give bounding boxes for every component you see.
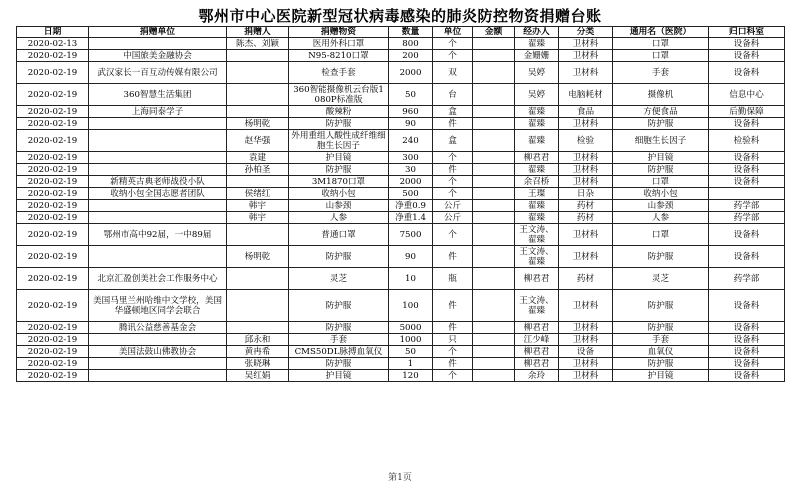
cell-generic-name: 口罩 — [613, 50, 709, 62]
table-row — [17, 334, 785, 346]
cell-item: 防护服 — [289, 358, 389, 370]
table-row — [17, 188, 785, 200]
cell-category: 卫材科 — [559, 370, 613, 382]
cell-date: 2020-02-19 — [17, 346, 89, 358]
cell-unit: 件 — [433, 118, 473, 130]
cell-item: 防护服 — [289, 118, 389, 130]
cell-generic-name: 手套 — [613, 334, 709, 346]
cell-department — [709, 188, 785, 200]
cell-date: 2020-02-19 — [17, 152, 89, 164]
cell-handler: 翟臻 — [515, 212, 559, 224]
cell-quantity: 2000 — [389, 62, 433, 84]
cell-generic-name: 口罩 — [613, 176, 709, 188]
cell-amount — [473, 176, 515, 188]
cell-item: 360智能摄像机云台版1080P标准版 — [289, 84, 389, 106]
cell-handler: 柳君君 — [515, 346, 559, 358]
cell-item: 手套 — [289, 334, 389, 346]
cell-amount — [473, 290, 515, 322]
cell-donor-person: 杨明乾 — [227, 246, 289, 268]
cell-category: 卫材科 — [559, 322, 613, 334]
cell-department: 药学部 — [709, 212, 785, 224]
cell-donor-person: 张晓琳 — [227, 358, 289, 370]
table-row — [17, 62, 785, 84]
cell-quantity: 90 — [389, 118, 433, 130]
cell-quantity: 50 — [389, 84, 433, 106]
cell-department: 设备科 — [709, 50, 785, 62]
cell-amount — [473, 246, 515, 268]
cell-generic-name: 护目镜 — [613, 152, 709, 164]
cell-donor-person — [227, 268, 289, 290]
cell-unit: 台 — [433, 84, 473, 106]
cell-item: 酸辣粉 — [289, 106, 389, 118]
cell-donor-org: 新精英古典老师战役小队 — [89, 176, 227, 188]
cell-quantity: 1 — [389, 358, 433, 370]
cell-donor-org — [89, 334, 227, 346]
cell-quantity: 90 — [389, 246, 433, 268]
cell-donor-person: 黄冉希 — [227, 346, 289, 358]
cell-department: 信息中心 — [709, 84, 785, 106]
cell-donor-org — [89, 118, 227, 130]
cell-category: 设备 — [559, 346, 613, 358]
cell-unit: 个 — [433, 224, 473, 246]
cell-quantity: 960 — [389, 106, 433, 118]
cell-amount — [473, 268, 515, 290]
cell-date: 2020-02-19 — [17, 200, 89, 212]
cell-amount — [473, 84, 515, 106]
cell-generic-name: 防护服 — [613, 246, 709, 268]
cell-unit: 公斤 — [433, 200, 473, 212]
cell-generic-name: 方便食品 — [613, 106, 709, 118]
cell-donor-person: 韩宇 — [227, 212, 289, 224]
table-row — [17, 224, 785, 246]
table-row — [17, 322, 785, 334]
column-header-generic-name: 通用名（医院） — [613, 27, 709, 38]
cell-donor-person — [227, 62, 289, 84]
cell-department: 设备科 — [709, 224, 785, 246]
cell-department: 设备科 — [709, 38, 785, 50]
cell-category: 药材 — [559, 212, 613, 224]
cell-donor-org — [89, 38, 227, 50]
cell-department: 设备科 — [709, 164, 785, 176]
cell-generic-name: 手套 — [613, 62, 709, 84]
cell-donor-person: 吴红娟 — [227, 370, 289, 382]
column-header-amount: 金额 — [473, 27, 515, 38]
cell-donor-org — [89, 370, 227, 382]
cell-category: 检验 — [559, 130, 613, 152]
cell-date: 2020-02-19 — [17, 290, 89, 322]
table-header-row — [17, 27, 785, 38]
table-row — [17, 152, 785, 164]
cell-handler: 翟臻 — [515, 130, 559, 152]
cell-department: 设备科 — [709, 176, 785, 188]
cell-item: 护目镜 — [289, 152, 389, 164]
cell-unit: 个 — [433, 38, 473, 50]
cell-department: 设备科 — [709, 246, 785, 268]
cell-category: 食品 — [559, 106, 613, 118]
column-header-category: 分类 — [559, 27, 613, 38]
cell-amount — [473, 164, 515, 176]
cell-department: 药学部 — [709, 200, 785, 212]
cell-date: 2020-02-19 — [17, 50, 89, 62]
cell-handler: 余玲 — [515, 370, 559, 382]
cell-amount — [473, 130, 515, 152]
table-row — [17, 212, 785, 224]
cell-generic-name: 细胞生长因子 — [613, 130, 709, 152]
cell-donor-org — [89, 212, 227, 224]
cell-date: 2020-02-19 — [17, 224, 89, 246]
cell-amount — [473, 358, 515, 370]
cell-category: 电脑耗材 — [559, 84, 613, 106]
cell-department: 设备科 — [709, 346, 785, 358]
cell-handler: 王璨 — [515, 188, 559, 200]
cell-amount — [473, 188, 515, 200]
cell-department: 设备科 — [709, 118, 785, 130]
cell-department: 设备科 — [709, 290, 785, 322]
cell-category: 卫材科 — [559, 176, 613, 188]
cell-donor-org — [89, 358, 227, 370]
table-row — [17, 38, 785, 50]
cell-donor-org: 北京汇盈创美社会工作服务中心 — [89, 268, 227, 290]
cell-item: 3M1870口罩 — [289, 176, 389, 188]
cell-department: 检验科 — [709, 130, 785, 152]
cell-donor-person — [227, 176, 289, 188]
cell-donor-person — [227, 224, 289, 246]
cell-generic-name: 血氧仪 — [613, 346, 709, 358]
cell-date: 2020-02-19 — [17, 164, 89, 176]
cell-donor-org: 360智慧生活集团 — [89, 84, 227, 106]
cell-category: 日杂 — [559, 188, 613, 200]
cell-quantity: 800 — [389, 38, 433, 50]
cell-handler: 王文涛、翟臻 — [515, 290, 559, 322]
cell-quantity: 净重0.9 — [389, 200, 433, 212]
cell-unit: 件 — [433, 290, 473, 322]
cell-unit: 件 — [433, 164, 473, 176]
cell-generic-name: 防护服 — [613, 358, 709, 370]
cell-quantity: 120 — [389, 370, 433, 382]
cell-quantity: 净重1.4 — [389, 212, 433, 224]
cell-amount — [473, 346, 515, 358]
cell-category: 卫材科 — [559, 358, 613, 370]
cell-date: 2020-02-19 — [17, 62, 89, 84]
cell-category: 卫材科 — [559, 334, 613, 346]
cell-generic-name: 护目镜 — [613, 370, 709, 382]
cell-date: 2020-02-19 — [17, 188, 89, 200]
table-row — [17, 164, 785, 176]
cell-department: 药学部 — [709, 268, 785, 290]
cell-donor-person: 赵华强 — [227, 130, 289, 152]
column-header-item: 捐赠物资 — [289, 27, 389, 38]
cell-generic-name: 收纳小包 — [613, 188, 709, 200]
cell-donor-person: 邱永和 — [227, 334, 289, 346]
cell-donor-org: 上海同泰学子 — [89, 106, 227, 118]
page-number: 第1页 — [388, 473, 412, 483]
cell-donor-org: 鄂州市高中92届，一中89届 — [89, 224, 227, 246]
table-row — [17, 346, 785, 358]
cell-unit: 个 — [433, 152, 473, 164]
cell-handler: 翟臻 — [515, 106, 559, 118]
cell-handler: 翟臻 — [515, 38, 559, 50]
cell-handler: 柳君君 — [515, 268, 559, 290]
cell-department: 设备科 — [709, 334, 785, 346]
column-header-donor-person: 捐赠人 — [227, 27, 289, 38]
table-row — [17, 176, 785, 188]
cell-donor-org: 中国旅美金融协会 — [89, 50, 227, 62]
cell-category: 卫材科 — [559, 164, 613, 176]
table-row — [17, 358, 785, 370]
cell-generic-name: 口罩 — [613, 224, 709, 246]
cell-generic-name: 人参 — [613, 212, 709, 224]
cell-amount — [473, 200, 515, 212]
cell-date: 2020-02-19 — [17, 130, 89, 152]
cell-category: 卫材科 — [559, 224, 613, 246]
cell-unit: 个 — [433, 188, 473, 200]
cell-donor-person: 侯绪红 — [227, 188, 289, 200]
cell-handler: 余召桥 — [515, 176, 559, 188]
cell-department: 设备科 — [709, 152, 785, 164]
cell-date: 2020-02-13 — [17, 38, 89, 50]
table-row — [17, 246, 785, 268]
column-header-unit: 单位 — [433, 27, 473, 38]
cell-donor-org — [89, 130, 227, 152]
cell-quantity: 300 — [389, 152, 433, 164]
cell-unit: 件 — [433, 358, 473, 370]
cell-handler: 翟臻 — [515, 118, 559, 130]
column-header-department: 归口科室 — [709, 27, 785, 38]
cell-donor-org — [89, 246, 227, 268]
cell-donor-org: 腾讯公益慈善基金会 — [89, 322, 227, 334]
cell-department: 后勤保障 — [709, 106, 785, 118]
cell-quantity: 7500 — [389, 224, 433, 246]
cell-category: 卫材科 — [559, 246, 613, 268]
cell-department: 设备科 — [709, 62, 785, 84]
cell-unit: 只 — [433, 334, 473, 346]
table-row — [17, 84, 785, 106]
cell-donor-person — [227, 290, 289, 322]
cell-handler: 江少峰 — [515, 334, 559, 346]
cell-donor-person: 韩宇 — [227, 200, 289, 212]
cell-item: 护目镜 — [289, 370, 389, 382]
cell-category: 药材 — [559, 268, 613, 290]
cell-date: 2020-02-19 — [17, 106, 89, 118]
table-row — [17, 118, 785, 130]
cell-department: 设备科 — [709, 370, 785, 382]
cell-generic-name: 灵芝 — [613, 268, 709, 290]
cell-category: 药材 — [559, 200, 613, 212]
cell-unit: 件 — [433, 322, 473, 334]
document-title: 鄂州市中心医院新型冠状病毒感染的肺炎防控物资捐赠台账 — [198, 7, 602, 25]
cell-handler: 翟臻 — [515, 164, 559, 176]
cell-quantity: 2000 — [389, 176, 433, 188]
cell-item: 检查手套 — [289, 62, 389, 84]
cell-quantity: 200 — [389, 50, 433, 62]
cell-item: 山参颈 — [289, 200, 389, 212]
column-header-donor-org: 捐赠单位 — [89, 27, 227, 38]
cell-unit: 瓶 — [433, 268, 473, 290]
cell-quantity: 50 — [389, 346, 433, 358]
cell-quantity: 500 — [389, 188, 433, 200]
cell-generic-name: 防护服 — [613, 322, 709, 334]
cell-donor-org — [89, 164, 227, 176]
cell-amount — [473, 106, 515, 118]
cell-donor-person: 袁建 — [227, 152, 289, 164]
cell-handler: 柳君君 — [515, 358, 559, 370]
cell-date: 2020-02-19 — [17, 268, 89, 290]
cell-generic-name: 防护服 — [613, 290, 709, 322]
cell-donor-org — [89, 200, 227, 212]
cell-handler: 柳君君 — [515, 322, 559, 334]
cell-donor-person: 杨明乾 — [227, 118, 289, 130]
cell-item: 收纳小包 — [289, 188, 389, 200]
cell-donor-person: 孙柏圣 — [227, 164, 289, 176]
cell-quantity: 30 — [389, 164, 433, 176]
cell-category: 卫材科 — [559, 152, 613, 164]
cell-date: 2020-02-19 — [17, 370, 89, 382]
cell-date: 2020-02-19 — [17, 212, 89, 224]
cell-quantity: 10 — [389, 268, 433, 290]
cell-item: CMS50DL脉搏血氧仪 — [289, 346, 389, 358]
cell-unit: 件 — [433, 246, 473, 268]
cell-item: 外用重组人酸性成纤维细胞生长因子 — [289, 130, 389, 152]
table-row — [17, 50, 785, 62]
table-row — [17, 370, 785, 382]
cell-amount — [473, 38, 515, 50]
table-row — [17, 200, 785, 212]
cell-generic-name: 山参颈 — [613, 200, 709, 212]
cell-amount — [473, 334, 515, 346]
cell-quantity: 5000 — [389, 322, 433, 334]
cell-handler: 金姗姗 — [515, 50, 559, 62]
cell-generic-name: 防护服 — [613, 164, 709, 176]
cell-quantity: 100 — [389, 290, 433, 322]
cell-donor-org — [89, 152, 227, 164]
column-header-quantity: 数量 — [389, 27, 433, 38]
cell-category: 卫材科 — [559, 38, 613, 50]
cell-department: 设备科 — [709, 322, 785, 334]
cell-item: 医用外科口罩 — [289, 38, 389, 50]
cell-unit: 个 — [433, 370, 473, 382]
cell-date: 2020-02-19 — [17, 84, 89, 106]
cell-unit: 个 — [433, 346, 473, 358]
cell-item: 灵芝 — [289, 268, 389, 290]
cell-category: 卫材科 — [559, 62, 613, 84]
cell-donor-org: 武汉家长一百互动传媒有限公司 — [89, 62, 227, 84]
cell-amount — [473, 370, 515, 382]
cell-donor-org: 美国马里兰州哈维中文学校，美国华盛顿地区同学会联合 — [89, 290, 227, 322]
column-header-date: 日期 — [17, 27, 89, 38]
donation-ledger-table — [16, 26, 785, 382]
cell-date: 2020-02-19 — [17, 118, 89, 130]
cell-handler: 吴婷 — [515, 84, 559, 106]
cell-item: 普通口罩 — [289, 224, 389, 246]
cell-item: 人参 — [289, 212, 389, 224]
cell-amount — [473, 62, 515, 84]
cell-category: 卫材科 — [559, 290, 613, 322]
cell-generic-name: 摄像机 — [613, 84, 709, 106]
table-row — [17, 268, 785, 290]
cell-handler: 翟臻 — [515, 200, 559, 212]
cell-category: 卫材科 — [559, 118, 613, 130]
cell-date: 2020-02-19 — [17, 334, 89, 346]
cell-unit: 个 — [433, 50, 473, 62]
cell-amount — [473, 224, 515, 246]
table-row — [17, 106, 785, 118]
cell-amount — [473, 152, 515, 164]
cell-donor-person — [227, 106, 289, 118]
cell-department: 设备科 — [709, 358, 785, 370]
cell-item: N95-8210口罩 — [289, 50, 389, 62]
cell-handler: 王文涛、翟臻 — [515, 246, 559, 268]
cell-quantity: 240 — [389, 130, 433, 152]
cell-amount — [473, 322, 515, 334]
cell-donor-person — [227, 322, 289, 334]
cell-item: 防护服 — [289, 246, 389, 268]
cell-item: 防护服 — [289, 290, 389, 322]
cell-unit: 公斤 — [433, 212, 473, 224]
cell-unit: 盒 — [433, 106, 473, 118]
table-row — [17, 130, 785, 152]
cell-generic-name: 口罩 — [613, 38, 709, 50]
cell-category: 卫材科 — [559, 50, 613, 62]
cell-donor-org: 收纳小包全国志愿者团队 — [89, 188, 227, 200]
cell-unit: 个 — [433, 176, 473, 188]
cell-item: 防护服 — [289, 322, 389, 334]
cell-date: 2020-02-19 — [17, 322, 89, 334]
table-row — [17, 290, 785, 322]
cell-donor-person — [227, 50, 289, 62]
cell-donor-org: 美国法鼓山佛教协会 — [89, 346, 227, 358]
cell-donor-person: 陈杰、刘颖 — [227, 38, 289, 50]
cell-unit: 双 — [433, 62, 473, 84]
cell-handler: 吴婷 — [515, 62, 559, 84]
column-header-handler: 经办人 — [515, 27, 559, 38]
cell-item: 防护服 — [289, 164, 389, 176]
cell-handler: 柳君君 — [515, 152, 559, 164]
cell-handler: 王文涛、翟臻 — [515, 224, 559, 246]
cell-donor-person — [227, 84, 289, 106]
cell-amount — [473, 212, 515, 224]
cell-date: 2020-02-19 — [17, 246, 89, 268]
cell-quantity: 1000 — [389, 334, 433, 346]
cell-date: 2020-02-19 — [17, 176, 89, 188]
cell-amount — [473, 50, 515, 62]
cell-generic-name: 防护服 — [613, 118, 709, 130]
cell-date: 2020-02-19 — [17, 358, 89, 370]
cell-amount — [473, 118, 515, 130]
cell-unit: 盒 — [433, 130, 473, 152]
